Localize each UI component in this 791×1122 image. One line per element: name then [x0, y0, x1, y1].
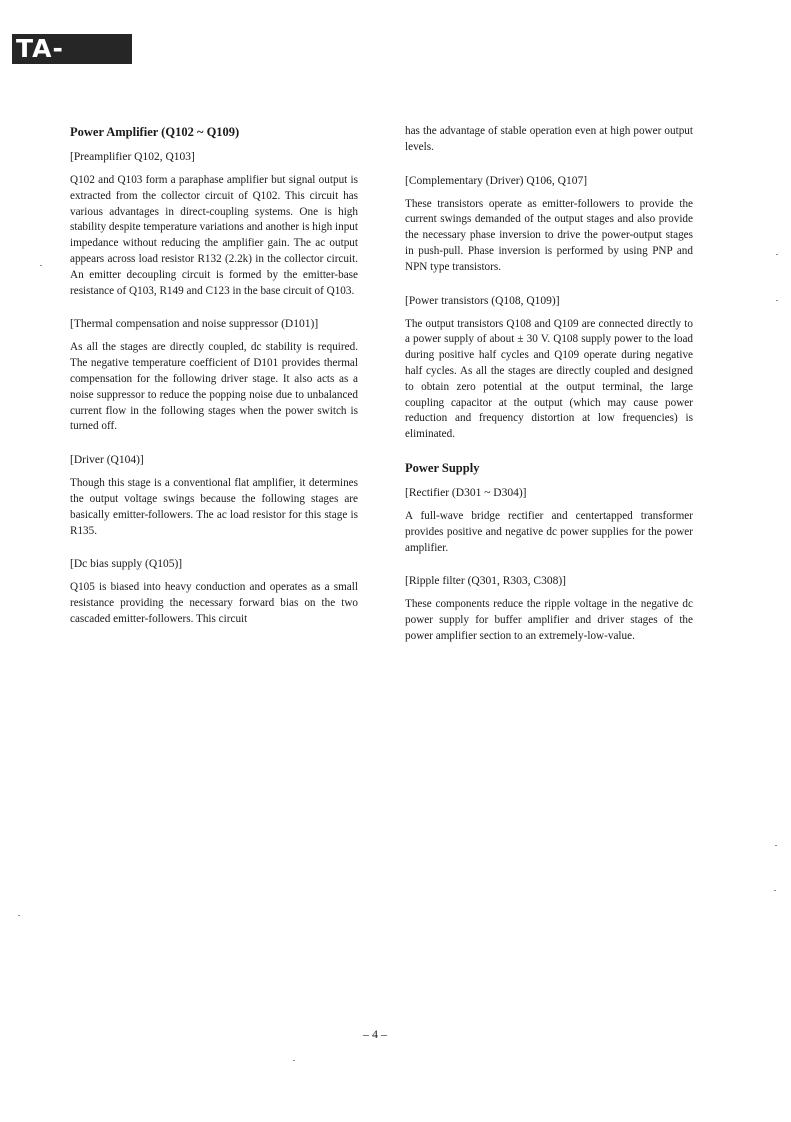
scan-speck [776, 254, 778, 255]
paragraph-dc-bias-continued: has the advantage of stable operation even at high power output levels. [405, 125, 693, 153]
paragraph-rectifier: A full-wave bridge rectifier and centertapped transformer provides positive and negative dc power supplies for the power amplifier. [405, 509, 693, 554]
paragraph-power-transistors: The output transistors Q108 and Q109 are connected directly to a power supply of about ± 30 V. Q108 supply power to the load during positive half cycles and Q109 operate during negative half cycles. As all the stages are directly coupled and designed to obtain zero potential at the output terminal, the large coupling capacitor at the output (which may cause power reduction and frequency distortion at low frequencies) is eliminated. [405, 317, 693, 441]
section-title-power-amplifier: Power Amplifier (Q102 ~ Q109) [70, 125, 240, 139]
subheading-power-transistors: [Power transistors (Q108, Q109)] [405, 294, 560, 307]
paragraph-ripple-filter: These components reduce the ripple voltage in the negative dc power supply for buffer amplifier and driver stages of the power amplifier section to an extremely-low-value. [405, 598, 693, 642]
paragraph-dc-bias-supply: Q105 is biased into heavy conduction and operates as a small resistance providing the necessary forward bias on the two cascaded emitter-followers. This circuit [70, 581, 358, 625]
subheading-dc-bias-supply: [Dc bias supply (Q105)] [70, 558, 183, 571]
subheading-ripple-filter: [Ripple filter (Q301, R303, C308)] [405, 575, 566, 588]
scan-speck [40, 265, 42, 266]
subheading-preamplifier: [Preamplifier Q102, Q103] [70, 151, 195, 163]
paragraph-preamplifier: Q102 and Q103 form a paraphase amplifier but signal output is extracted from the collector circuit of Q102. This circuit has various advantages in direct-coupling systems. One is high stability despite temperature variations and another is high input impedance without reducing the amplifier gain. The ac output appears across load resistor R132 (2.2k) in the collector circuit. An emitter decoupling circuit is formed by the emitter-base resistance of Q103, R149 and C123 in the base circuit of Q103. [70, 174, 358, 297]
section-title-power-supply: Power Supply [405, 460, 480, 475]
model-logo: TA-1055 [12, 34, 132, 64]
page-number: – 4 – [363, 1027, 387, 1041]
scan-speck [775, 845, 777, 846]
right-column [405, 124, 693, 662]
scan-speck [18, 915, 20, 916]
paragraph-driver: Though this stage is a conventional flat amplifier, it determines the output voltage swings because the following stages are basically emitter-followers. The ac load resistor for this stage is R135. [70, 477, 358, 537]
left-column [70, 124, 358, 645]
scan-speck [776, 300, 778, 301]
scan-speck [774, 890, 776, 891]
subheading-complementary-driver: [Complementary (Driver) Q106, Q107] [405, 174, 588, 187]
paragraph-thermal-compensation: As all the stages are directly coupled, dc stability is required. The negative temperature coefficient of D101 provides thermal compensation for the following driver stage. It also acts as a noise suppressor to reduce the popping noise due to unbalanced current flow in the following stages when the power switch is turned off. [70, 341, 358, 433]
scan-speck [293, 1060, 295, 1061]
subheading-thermal-compensation: [Thermal compensation and noise suppressor (D101)] [70, 318, 319, 331]
paragraph-complementary-driver: These transistors operate as emitter-followers to provide the current swings demanded of the output stages and also provide the necessary phase inversion to drive the power-output stages in push-pull. Phase inversion is performed by using PNP and NPN type transistors. [405, 197, 693, 273]
subheading-rectifier: [Rectifier (D301 ~ D304)] [405, 486, 527, 499]
subheading-driver: [Driver (Q104)] [70, 454, 144, 467]
